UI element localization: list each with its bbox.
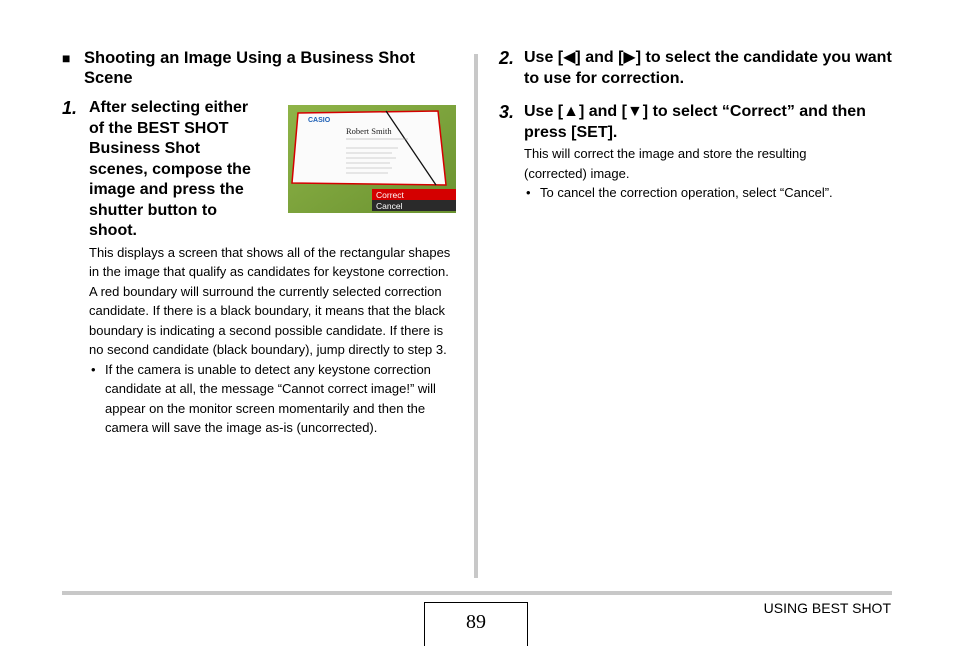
chapter-label: USING BEST SHOT: [763, 600, 891, 616]
menu-correct-label: Correct: [376, 190, 404, 200]
step-description: This displays a screen that shows all of the rectangular shapes in the image that qualify as candidates for keystone correction.: [89, 244, 451, 279]
bullet-dot-icon: •: [91, 361, 96, 377]
column-divider: [474, 54, 478, 578]
square-bullet-icon: ■: [62, 50, 71, 66]
step-heading: After selecting either of the BEST SHOT Business Shot scenes, compose the image and press the shutter button to shoot.: [89, 99, 251, 239]
left-column: [62, 48, 462, 438]
bullet-dot-icon: •: [526, 185, 531, 200]
step-3: [499, 102, 899, 203]
bullet-text: To cancel the correction operation, select “Cancel”.: [540, 185, 833, 200]
step-number: 3.: [499, 102, 515, 122]
list-item: [89, 360, 455, 438]
step-heading: Use [▲] and [▼] to select “Correct” and then press [SET].: [524, 103, 866, 141]
card-name-text: Robert Smith: [346, 126, 392, 136]
right-column: [499, 48, 899, 203]
step-number: 2.: [499, 48, 515, 68]
footer-rule: [62, 591, 892, 595]
step-heading: Use [◀] and [▶] to select the candidate you want to use for correction.: [524, 49, 892, 87]
page-number: 89: [424, 602, 528, 646]
step-description: A red boundary will surround the currently selected correction candidate. If there is a black boundary, it means that the black boundary is indicating a second possible candidate. If there is no second candidate (black boundary), jump directly to step 3.: [89, 283, 447, 357]
bullet-text: If the camera is unable to detect any keystone correction candidate at all, the message “Cannot correct image!” will appear on the monitor screen momentarily and then the camera will save the image as-is (uncorrected).: [105, 361, 436, 435]
menu-cancel-label: Cancel: [376, 201, 403, 211]
camera-screen-image: [288, 105, 456, 213]
list-item: [524, 183, 844, 203]
section-title-text: Shooting an Image Using a Business Shot Scene: [84, 49, 415, 87]
step-number: 1.: [62, 98, 78, 118]
step-2: [499, 48, 899, 89]
step-description: This will correct the image and store the resulting (corrected) image.: [524, 146, 807, 181]
section-heading: [62, 48, 462, 88]
card-brand-text: CASIO: [308, 117, 331, 124]
